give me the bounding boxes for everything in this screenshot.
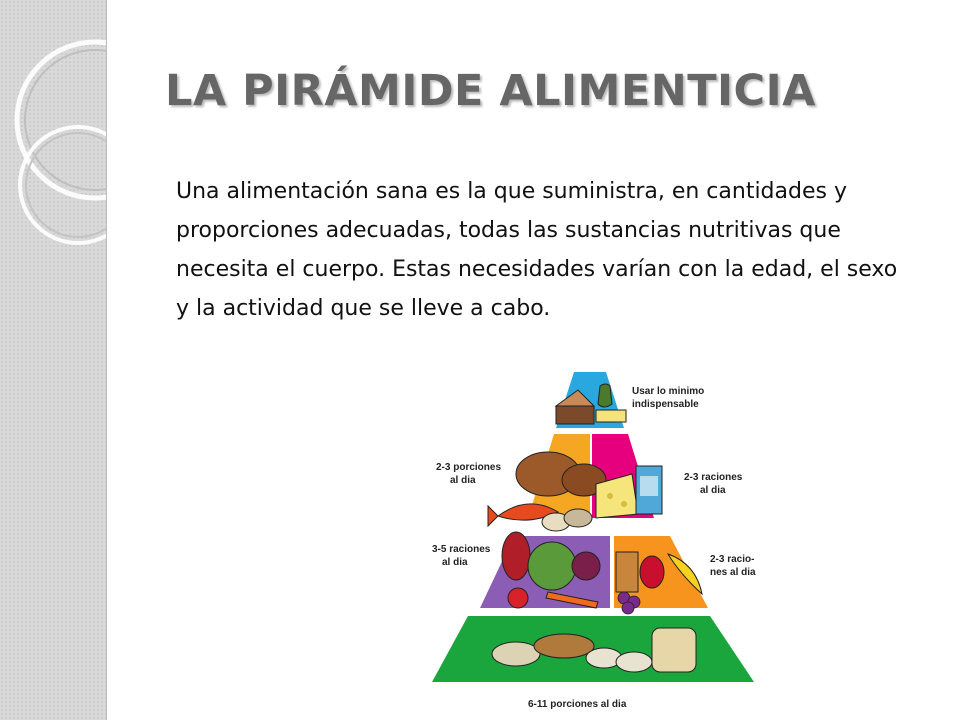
label-grains: 6-11 porciones al dia bbox=[528, 699, 627, 710]
label-top-line-1: Usar lo minimo bbox=[632, 386, 705, 397]
label-top-line-2: indispensable bbox=[632, 399, 699, 410]
label-dairy-line-1: 2-3 raciones bbox=[684, 472, 743, 483]
slide-body-text: Una alimentación sana es la que suministra, en cantidades y proporciones adecuadas, todas las sustancias nutritivas que necesita el cuerpo. Estas necesidades varían con la edad, el sexo y la actividad que se lleve a cabo. bbox=[176, 179, 898, 321]
label-vegetables-line-2: al dia bbox=[442, 557, 468, 568]
label-fruits-line-2: nes al dia bbox=[710, 567, 756, 578]
meat-fish-foods bbox=[488, 452, 606, 531]
decorative-sidebar bbox=[0, 0, 107, 720]
label-fruits-line-1: 2-3 racio- bbox=[710, 554, 755, 565]
food-pyramid-illustration bbox=[428, 366, 788, 718]
label-dairy-line-2: al dia bbox=[700, 485, 726, 496]
label-meat-line-1: 2-3 porciones bbox=[436, 462, 502, 473]
label-vegetables-line-1: 3-5 raciones bbox=[432, 544, 491, 555]
slide-title: LA PIRÁMIDE ALIMENTICIA bbox=[165, 66, 816, 116]
sidebar-circles-decoration bbox=[0, 0, 106, 720]
label-meat-line-2: al dia bbox=[450, 475, 476, 486]
